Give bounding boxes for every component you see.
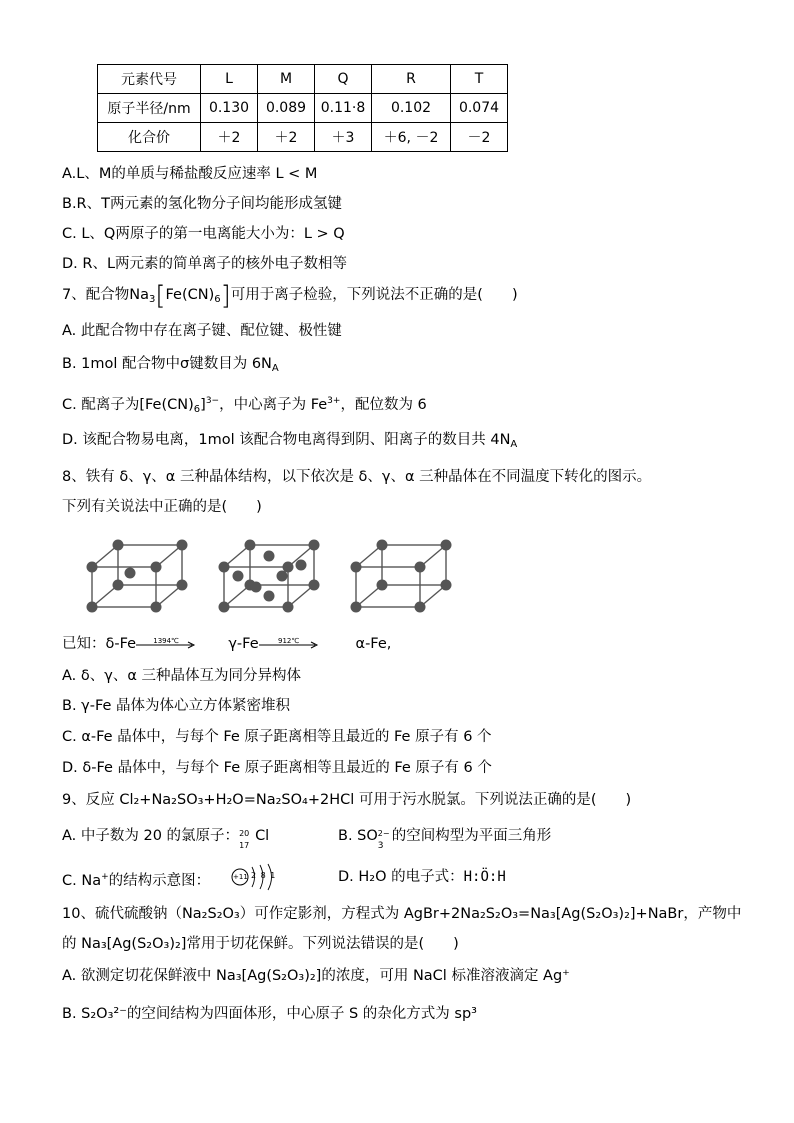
q9-b-sup: 2− <box>377 829 390 838</box>
arrow-icon <box>136 637 196 651</box>
q10-option-b: B. S₂O₃²⁻的空间结构为四面体形，中心原子 S 的杂化方式为 sp³ <box>62 1006 477 1022</box>
mass-number: 20 <box>239 829 250 838</box>
q9-d-pre: D. H₂O 的电子式： <box>338 869 464 885</box>
q6-option-b: B.R、T两元素的氢化物分子间均能形成氢键 <box>62 196 342 212</box>
q7-b-sub: A <box>271 363 279 374</box>
table-valence-row <box>98 123 508 152</box>
table-radius-row <box>98 94 508 123</box>
q7-stem-suffix: 可用于离子检验，下列说法不正确的是( ) <box>230 287 518 303</box>
row-label: 化合价 <box>98 123 201 152</box>
header-cell: Q <box>315 65 372 94</box>
q7-formula-inner: Fe(CN) <box>165 287 215 303</box>
q6-option-d: D. R、L两元素的简单离子的核外电子数相等 <box>62 256 348 272</box>
q8-stem-line1: 8、铁有 δ、γ、α 三种晶体结构，以下依次是 δ、γ、α 三种晶体在不同温度下转化的图示。 <box>62 469 652 485</box>
q9-option-d <box>338 867 506 887</box>
q7-d-sub: A <box>510 439 518 450</box>
q7-d-text: D. 该配合物易电离，1mol 该配合物电离得到阴、阳离子的数目共 4N <box>62 432 511 448</box>
electron-formula: H:Ö:H <box>463 869 506 885</box>
q9-a-sym: Cl <box>255 828 270 844</box>
row-label: 原子半径/nm <box>98 94 201 123</box>
table-cell: －2 <box>451 123 508 152</box>
nuclide-notation <box>239 826 255 850</box>
q8-option-d: D. δ-Fe 晶体中，与每个 Fe 原子距离相等且最近的 Fe 原子有 6 个 <box>62 760 492 776</box>
nucleus-charge: +11 <box>233 873 248 881</box>
q9-c-pre: C. Na <box>62 873 102 889</box>
q7-option-c <box>62 391 427 420</box>
q9-option-c <box>62 867 210 891</box>
atom-structure-diagram <box>230 862 278 892</box>
temp-label-1: 1394℃ <box>153 637 179 645</box>
table-cell: ＋6, －2 <box>372 123 451 152</box>
q7-c-sup: 3− <box>205 396 220 406</box>
cube-delta-fe-diagram <box>84 535 194 615</box>
q9-option-b <box>338 826 552 851</box>
table-header-row <box>98 65 508 94</box>
q7-stem-prefix: 7、配合物 <box>62 287 130 303</box>
cube-gamma-fe-diagram <box>216 535 326 615</box>
electron-shells: 2 8 1 <box>251 871 277 880</box>
table-cell: ＋2 <box>201 123 258 152</box>
q8-option-a: A. δ、γ、α 三种晶体互为同分异构体 <box>62 668 302 684</box>
header-cell: M <box>258 65 315 94</box>
table-cell: 0.089 <box>258 94 315 123</box>
header-cell: T <box>451 65 508 94</box>
q7-c-label: C. <box>62 397 77 413</box>
q7-c-end: ，配位数为 6 <box>340 397 427 413</box>
q8-mid: γ-Fe <box>228 636 259 652</box>
q9-option-a <box>62 826 270 850</box>
q7-option-d <box>62 430 517 455</box>
q6-option-c: C. L、Q两原子的第一电离能大小为：L > Q <box>62 226 345 242</box>
q9-c-sup: + <box>101 872 109 882</box>
q7-c-mid: ] <box>200 397 206 413</box>
q7-b-text: B. 1mol 配合物中σ键数目为 6N <box>62 356 272 372</box>
q7-c-sup2: 3+ <box>327 396 341 406</box>
table-cell: 0.074 <box>451 94 508 123</box>
header-cell: 元素代号 <box>98 65 201 94</box>
q10-option-a: A. 欲测定切花保鲜液中 Na₃[Ag(S₂O₃)₂]的浓度，可用 NaCl 标准溶液滴定 Ag⁺ <box>62 968 570 984</box>
cube-alpha-fe-diagram <box>348 535 458 615</box>
q10-stem-line2: 的 Na₃[Ag(S₂O₃)₂]常用于切花保鲜。下列说法错误的是( ) <box>62 936 459 952</box>
header-cell: L <box>201 65 258 94</box>
table-cell: ＋2 <box>258 123 315 152</box>
q7-c-post: ，中心离子为 Fe <box>219 397 328 413</box>
q8-known-prefix: 已知：δ-Fe <box>62 636 137 652</box>
bracket-close: ] <box>220 281 231 311</box>
q7-c-sub: 6 <box>193 404 201 415</box>
q9-b-post: 的空间构型为平面三角形 <box>391 828 552 844</box>
bracket-open: [ <box>155 281 166 311</box>
q6-option-a: A.L、M的单质与稀盐酸反应速率 L < M <box>62 166 318 182</box>
q9-b-sub: 3 <box>377 841 384 851</box>
q7-formula-sub6: 6 <box>214 294 221 305</box>
header-cell: R <box>372 65 451 94</box>
q9-stem: 9、反应 Cl₂+Na₂SO₃+H₂O=Na₂SO₄+2HCl 可用于污水脱氯。下列说法正确的是( ) <box>62 792 632 808</box>
element-table <box>97 64 508 152</box>
q9-b-pre: B. SO <box>338 828 378 844</box>
q7-formula-sub3: 3 <box>148 294 156 305</box>
atomic-number: 17 <box>239 841 250 850</box>
arrow-icon <box>259 637 319 651</box>
q7-option-a: A. 此配合物中存在离子键、配位键、极性键 <box>62 323 342 339</box>
table-cell: 0.102 <box>372 94 451 123</box>
table-cell: 0.11·8 <box>315 94 372 123</box>
q9-a-pre: A. 中子数为 20 的氯原子： <box>62 828 240 844</box>
q7-c-pre: 配离子为[Fe(CN) <box>81 397 194 413</box>
q8-option-b: B. γ-Fe 晶体为体心立方体紧密堆积 <box>62 698 291 714</box>
q10-stem-line1: 10、硫代硫酸钠（Na₂S₂O₃）可作定影剂，方程式为 AgBr+2Na₂S₂O₃=Na₃[Ag(S₂O₃)₂]+NaBr，产物中 <box>62 906 742 922</box>
q7-option-b <box>62 354 279 379</box>
q7-formula-na: Na <box>129 287 149 303</box>
q8-option-c: C. α-Fe 晶体中，与每个 Fe 原子距离相等且最近的 Fe 原子有 6 个 <box>62 729 492 745</box>
table-cell: 0.130 <box>201 94 258 123</box>
table-cell: ＋3 <box>315 123 372 152</box>
q8-known-line <box>62 634 391 654</box>
q7-stem <box>62 281 518 311</box>
q8-end: α-Fe, <box>355 636 392 652</box>
q8-stem-line2: 下列有关说法中正确的是( ) <box>62 499 262 515</box>
temp-label-2: 912℃ <box>278 637 300 645</box>
q9-c-post: 的结构示意图： <box>108 873 211 889</box>
